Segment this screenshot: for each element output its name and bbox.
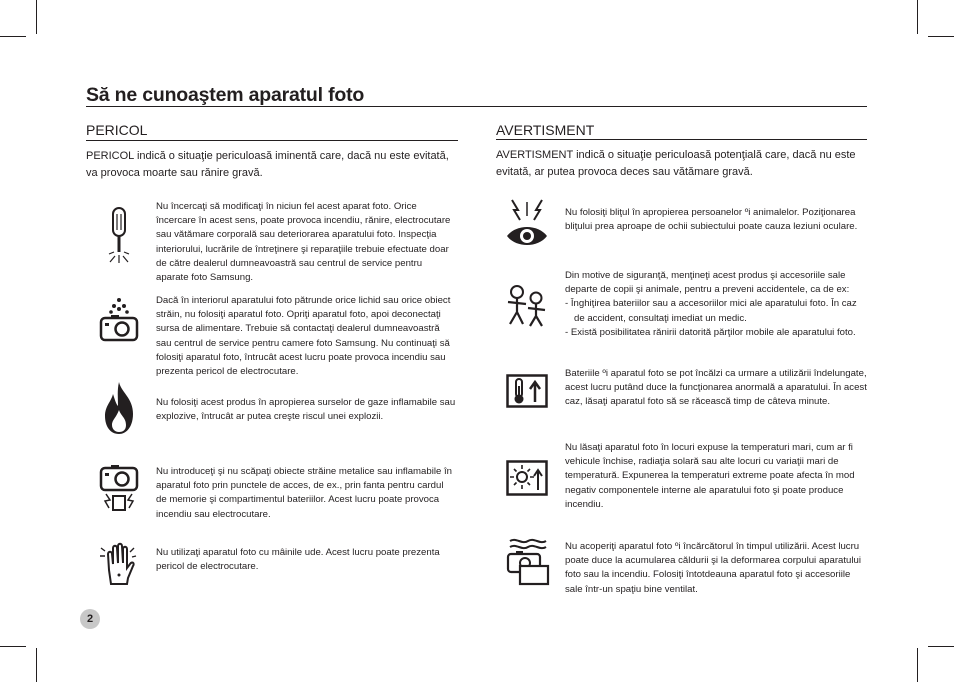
crop-mark [0,36,26,37]
children-icon [502,282,550,328]
danger-divider [86,140,458,141]
warning-item-bullet: - Înghiţirea bateriilor sau a accesoriilor mici ale aparatului foto. În caz de accident, consultaţi imediat un medic. [565,298,857,324]
warning-item-text [565,206,867,234]
warning-item-text [565,367,867,410]
sun-heat-icon [506,460,548,496]
page-number: 2 [80,609,100,629]
crop-mark [917,0,918,34]
crop-mark [36,648,37,682]
screwdriver-icon [106,206,132,264]
warning-item-bullet: - Există posibilitatea rănirii datorită părţilor mobile ale aparatului foto. [565,326,856,338]
thermometer-icon [506,374,548,408]
wet-hand-icon [98,542,140,588]
danger-item-text: Dacă în interiorul aparatului foto pătrunde orice lichid sau orice obiect străin, nu folosiţi aparatul foto. Opriţi aparatul foto, apoi deconectaţi sursa de alimentare. Trebuie să contactaţi dealerul dumneavoastră sau centrul de service pentru camere foto Samsung. Nu continuaţi să folosiţi aparatul foto, întrucât acest lucru poate provoca incendiu sau prezenta pericol de electrocutare. [156,295,451,378]
warning-heading: AVERTISMENT [496,122,595,138]
danger-item-text: Nu introduceţi şi nu scăpaţi obiecte străine metalice sau inflamabile în aparatul foto prin punctele de acces, de ex., prin fanta pentru cardul de memorie şi compartimentul bateriilor. Acest lucru poate provoca incendiu sau electrocutare. [156,466,452,520]
warning-item-paragraph: Nu folosiţi bliţul în apropierea persoanelor ºi animalelor. Poziţionarea bliţului prea aproape de ochii subiectului poate cauza leziuni oculare. [565,207,858,233]
crop-mark [36,0,37,34]
crop-mark [928,646,954,647]
crop-mark [0,646,26,647]
warning-item-text [565,540,867,597]
warning-item-text [565,441,867,512]
warning-divider [496,139,867,140]
title-divider [86,106,867,107]
warning-item-paragraph: Din motive de siguranţă, menţineţi acest produs şi accesoriile sale departe de copii şi animale, pentru a preveni accidentele, ca de ex: [565,270,850,296]
warning-item-paragraph: Nu acoperiţi aparatul foto ºi încărcătorul în timpul utilizării. Acest lucru poate duce la acumularea căldurii şi la deformarea corpului aparatului foto sau la incendiu. Folosiţi întotdeauna aparatul foto şi accesoriile sale într-un spaţiu bine ventilat. [565,541,861,595]
warning-item-paragraph: Nu lăsaţi aparatul foto în locuri expuse la temperaturi mari, cum ar fi vehicule închise, radiaţia solară sau alte locuri cu variaţii mari de temperatură. Expunerea la temperaturi extreme poate afecta în mod negativ componentele interne ale aparatului foto şi poate produce incendiu. [565,442,855,510]
flame-icon [102,380,136,436]
warning-item-text [565,269,867,340]
danger-item-text: Nu folosiţi acest produs în apropierea surselor de gaze inflamabile sau explozive, întrucât ar putea creşte riscul unei explozii. [156,397,456,423]
danger-item-text: Nu încercaţi să modificaţi în niciun fel acest aparat foto. Orice încercare în acest sens, poate provoca incendiu, rănire, electrocutare sau vătămare corporală sau deteriorarea aparatului foto. Inspecţia interiorului, lucrările de întreţinere şi reparaţiile trebuie efectuate doar de către dealerul dumneavoastră sau centrul de service pentru aparate foto Samsung. [156,201,451,284]
warning-item-paragraph: Bateriile ºi aparatul foto se pot încălzi ca urmare a utilizării îndelungate, acest lucru putând duce la funcţionarea anormală a aparatului. În acest caz, lăsaţi aparatul foto să se răcească timp de câteva minute. [565,368,867,408]
crop-mark [917,648,918,682]
covered-charger-icon [504,536,550,586]
warning-intro: AVERTISMENT indică o situaţie periculoasă potenţială care, dacă nu este evitată, ar putea provoca deces sau vătămare gravă. [496,149,856,178]
danger-item-text: Nu utilizaţi aparatul foto cu mâinile ude. Acest lucru poate prezenta pericol de electrocutare. [156,547,440,573]
crop-mark [928,36,954,37]
liquid-on-camera-icon [98,296,140,342]
flash-eye-icon [504,198,550,248]
page-title: Să ne cunoaştem aparatul foto [86,84,365,106]
danger-intro: PERICOL indică o situaţie periculoasă iminentă care, dacă nu este evitată, va provoca moarte sau rănire gravă. [86,150,449,179]
danger-heading: PERICOL [86,122,148,138]
camera-metal-object-icon [98,464,140,514]
